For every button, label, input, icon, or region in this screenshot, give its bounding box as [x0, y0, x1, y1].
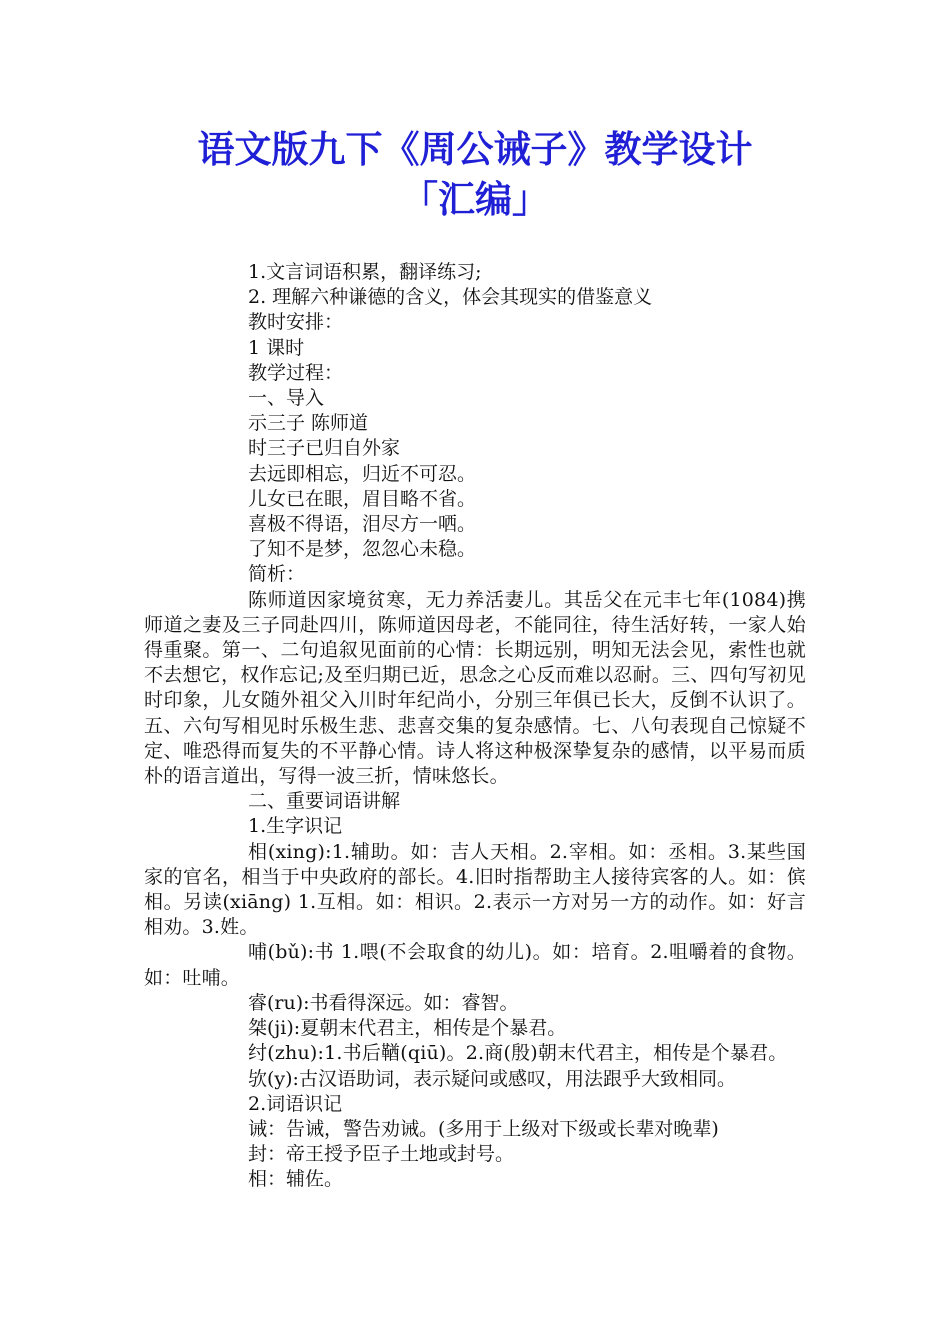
title-line-2: 「汇编」	[401, 177, 549, 221]
word-jie: 诫：告诫，警告劝诫。(多用于上级对下级或长辈对晚辈)	[248, 1117, 719, 1140]
subsection-1-heading: 1.生字识记	[248, 815, 343, 838]
entry-yu: 欤(y):古汉语助词，表示疑问或感叹，用法跟乎大致相同。	[248, 1067, 736, 1090]
poem-line: 去远即相忘，归近不可忍。	[248, 462, 477, 485]
word-xiang: 相：辅佐。	[248, 1168, 344, 1191]
poem-line: 喜极不得语，泪尽方一哂。	[248, 513, 477, 536]
entry-rui: 睿(ru):书看得深远。如：睿智。	[248, 991, 519, 1014]
process-label: 教学过程：	[248, 361, 344, 384]
schedule-label: 教时安排：	[248, 311, 344, 334]
poem-title: 示三子 陈师道	[248, 412, 369, 435]
entry-jie: 桀(ji):夏朝末代君主，相传是个暴君。	[248, 1017, 567, 1040]
document-title	[100, 124, 850, 224]
word-feng: 封：帝王授予臣子土地或封号。	[248, 1143, 515, 1166]
poem-line: 时三子已归自外家	[248, 437, 401, 460]
analysis-paragraph: 陈师道因家境贫寒，无力养活妻儿。其岳父在元丰七年(1084)携师道之妻及三子同赴四川，陈师道因母老，不能同往，待生活好转，一家人始得重聚。第一、二句追叙见面前的心情：长期远别，明知无法会见，索性也就不去想它，权作忘记;及至归期已近，思念之心反而难以忍耐。三、四句写初见时印象，儿女随外祖父入川时年纪尚小，分别三年俱已长大，反倒不认识了。五、六句写相见时乐极生悲、悲喜交集的复杂感情。七、八句表现自己惊疑不定、唯恐得而复失的不平静心情。诗人将这种极深挚复杂的感情，以平易而质朴的语言道出，写得一波三折，情味悠长。	[144, 588, 806, 788]
document-body	[144, 260, 806, 1193]
section-1-heading: 一、导入	[248, 387, 325, 410]
entry-xiang: 相(xing):1.辅助。如：吉人天相。2.宰相。如：丞相。3.某些国家的官名，相当于中央政府的部长。4.旧时指帮助主人接待宾客的人。如：傧相。另读(xiāng) 1.互相。如：相识。2.表示一方对另一方的动作。如：好言相劝。3.姓。	[144, 840, 806, 939]
entry-bu: 哺(bǔ):书 1.喂(不会取食的幼儿)。如：培育。2.咀嚼着的食物。如：吐哺。	[144, 941, 806, 989]
objective-2: 2. 理解六种谦德的含义，体会其现实的借鉴意义	[248, 286, 653, 309]
poem-line: 儿女已在眼，眉目略不省。	[248, 487, 477, 510]
analysis-label: 简析：	[248, 563, 306, 586]
section-2-heading: 二、重要词语讲解	[248, 790, 401, 813]
objective-1: 1.文言词语积累，翻译练习;	[248, 261, 482, 283]
subsection-2-heading: 2.词语识记	[248, 1092, 343, 1115]
schedule-value: 1 课时	[248, 336, 305, 359]
entry-zhou: 纣(zhu):1.书后鞧(qiū)。2.商(殷)朝末代君主，相传是个暴君。	[248, 1042, 788, 1065]
poem-line: 了知不是梦，忽忽心未稳。	[248, 538, 477, 561]
title-line-1: 语文版九下《周公诫子》教学设计	[197, 127, 753, 171]
